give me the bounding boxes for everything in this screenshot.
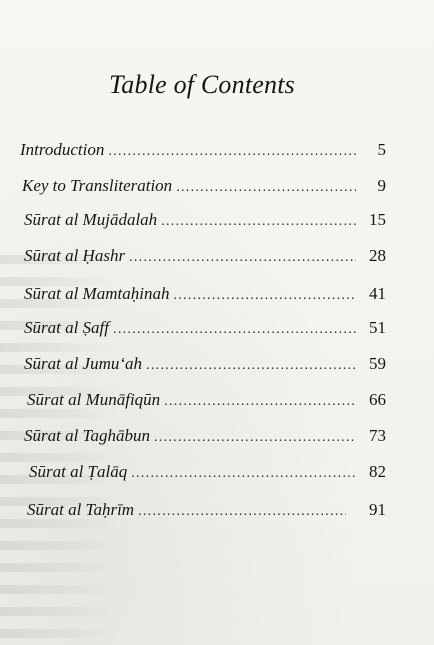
toc-entry[interactable] bbox=[29, 462, 386, 484]
toc-entry[interactable] bbox=[24, 246, 386, 268]
dot-leader bbox=[173, 288, 356, 304]
dot-leader bbox=[108, 144, 356, 160]
toc-entry[interactable] bbox=[22, 176, 386, 198]
toc-entry-title: Sūrat al Mujādalah bbox=[24, 210, 158, 229]
dot-leader bbox=[154, 430, 356, 446]
toc-entry-page: 5 bbox=[377, 140, 386, 159]
toc-entry-page: 73 bbox=[369, 426, 386, 445]
dot-leader bbox=[129, 250, 356, 266]
toc-entry[interactable] bbox=[27, 390, 386, 412]
toc-entry[interactable] bbox=[24, 210, 386, 232]
toc-entry-title: Sūrat al Taḥrīm bbox=[27, 500, 135, 519]
toc-entry-title: Key to Transliteration bbox=[22, 176, 173, 195]
toc-entry[interactable] bbox=[24, 318, 386, 340]
toc-entry-page: 59 bbox=[369, 354, 386, 373]
toc-entry[interactable] bbox=[20, 140, 386, 162]
toc-entry-title: Sūrat al Taghābun bbox=[24, 426, 150, 445]
toc-entry-page: 51 bbox=[369, 318, 386, 337]
toc-entry-title: Sūrat al Munāfiqūn bbox=[27, 390, 161, 409]
toc-entry-title: Sūrat al Ṣaff bbox=[24, 318, 110, 337]
toc-entry-page: 15 bbox=[369, 210, 386, 229]
toc-entry[interactable] bbox=[24, 284, 386, 306]
toc-entry[interactable] bbox=[24, 426, 386, 448]
toc-entry-page: 41 bbox=[369, 284, 386, 303]
dot-leader bbox=[161, 214, 356, 230]
page-title-text: Table of Contents bbox=[109, 70, 295, 99]
dot-leader bbox=[164, 394, 356, 410]
toc-entry[interactable] bbox=[24, 354, 386, 376]
toc-entry-title: Sūrat al Mamtaḥinah bbox=[24, 284, 170, 303]
dot-leader bbox=[146, 358, 356, 374]
dot-leader bbox=[176, 180, 356, 196]
toc-entry-page: 66 bbox=[369, 390, 386, 409]
dot-leader bbox=[113, 322, 356, 338]
toc-entry-page: 28 bbox=[369, 246, 386, 265]
dot-leader bbox=[131, 466, 356, 482]
toc-entry-page: 9 bbox=[377, 176, 386, 195]
toc-entry-title: Sūrat al Ṭalāq bbox=[29, 462, 128, 481]
dot-leader bbox=[138, 504, 346, 520]
toc-entry-title: Sūrat al Ḥashr bbox=[24, 246, 126, 265]
toc-entry[interactable] bbox=[27, 500, 386, 522]
toc-entry-title: Introduction bbox=[20, 140, 105, 159]
toc-entry-page: 82 bbox=[369, 462, 386, 481]
toc-entry-page: 91 bbox=[369, 500, 386, 519]
toc-entry-title: Sūrat al Jumu‘ah bbox=[24, 354, 143, 373]
